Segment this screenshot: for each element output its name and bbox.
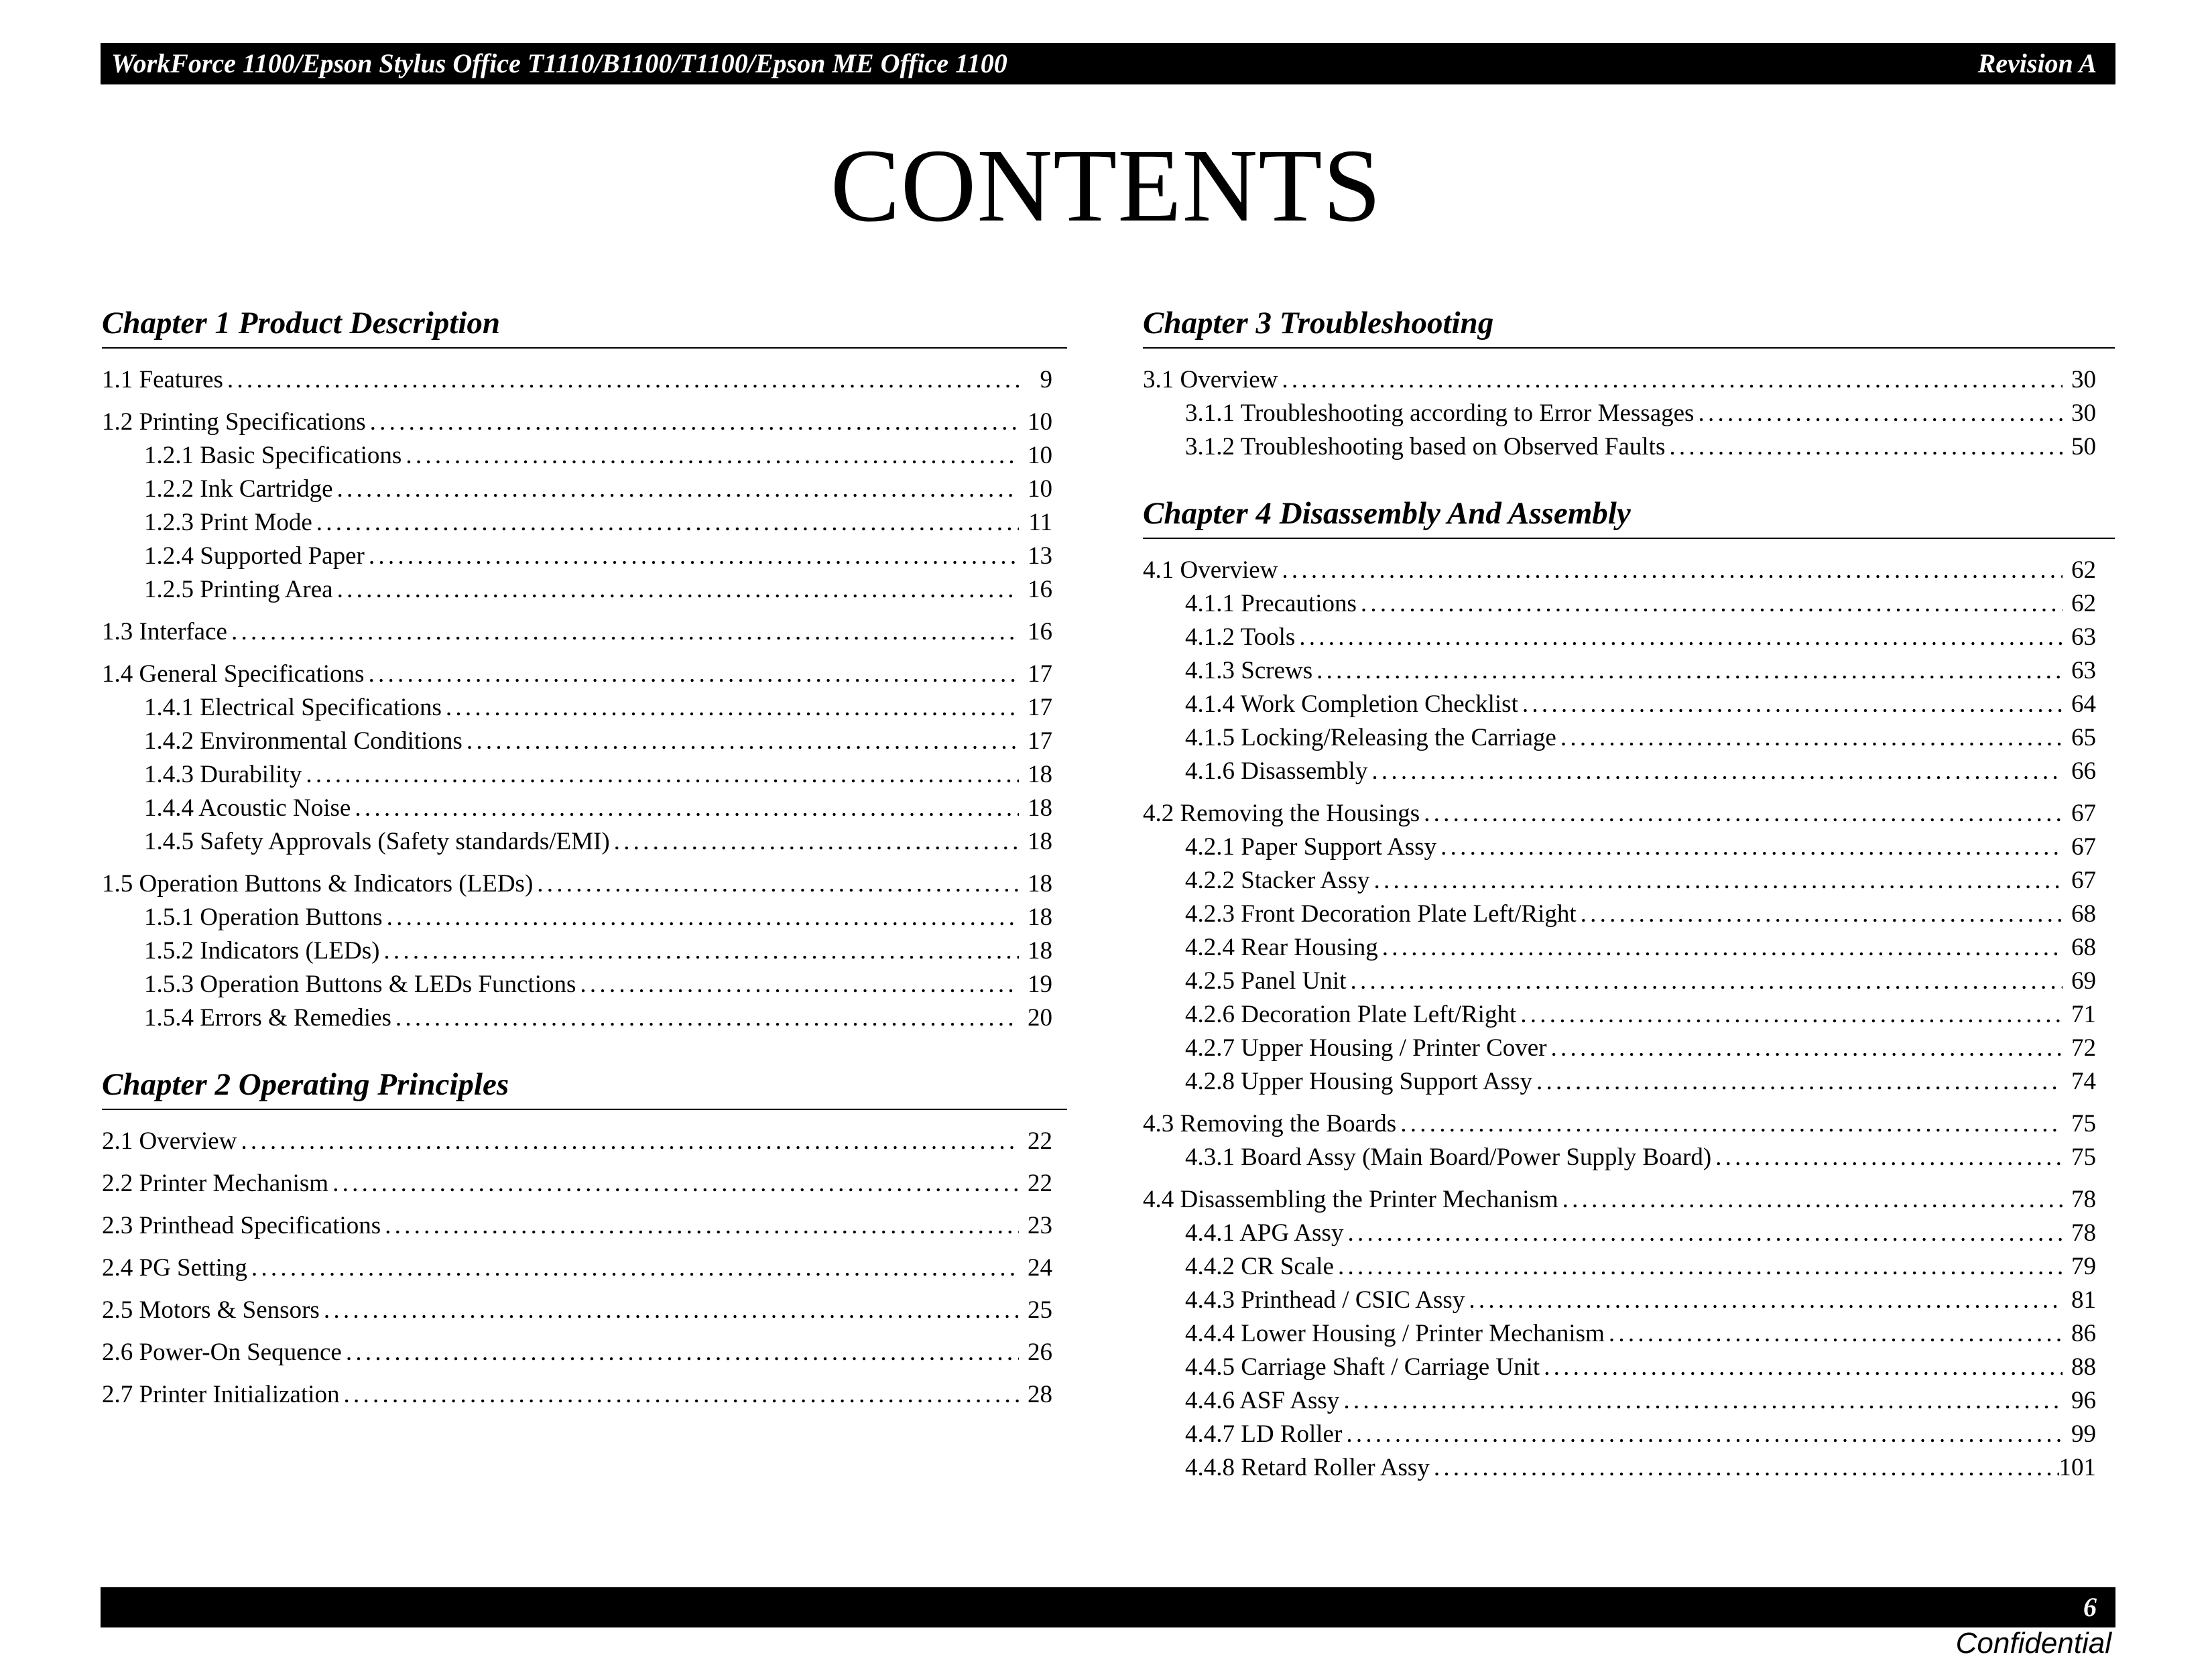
toc-entry-label: 4.2.8 Upper Housing Support Assy (1185, 1068, 1533, 1095)
header-bar (101, 43, 2115, 84)
toc-entry-label: 4.1 Overview (1143, 556, 1278, 584)
chapter-entries (102, 349, 1067, 1035)
toc-entry-page: 16 (1028, 618, 1052, 645)
toc-entry-label: 4.3 Removing the Boards (1143, 1110, 1397, 1137)
toc-entry-page: 20 (1028, 1004, 1052, 1032)
dot-leader (302, 758, 1019, 792)
dot-leader (342, 1336, 1019, 1369)
toc-entry-page: 96 (2071, 1387, 2096, 1414)
toc-subsection-entry[interactable] (1143, 1384, 2115, 1418)
toc-entry-label: 4.1.1 Precautions (1185, 590, 1357, 617)
footer-bar (101, 1587, 2115, 1627)
dot-leader (1694, 397, 2063, 430)
toc-entry-page: 26 (1028, 1339, 1052, 1366)
dot-leader (383, 901, 1019, 934)
dot-leader (1342, 1418, 2063, 1451)
toc-subsection-entry[interactable] (1143, 1065, 2115, 1099)
toc-entry-label: 4.2.2 Stacker Assy (1185, 867, 1370, 894)
toc-section-entry[interactable] (1143, 554, 2115, 587)
toc-entry-label: 1.5 Operation Buttons & Indicators (LEDs) (102, 870, 534, 898)
dot-leader (1420, 797, 2063, 830)
toc-subsection-entry[interactable] (102, 473, 1067, 506)
toc-section-group (102, 1251, 1067, 1285)
dot-leader (610, 825, 1019, 859)
toc-entry-page: 24 (1028, 1254, 1052, 1282)
dot-leader (227, 615, 1019, 649)
toc-subsection-entry[interactable] (102, 1001, 1067, 1035)
toc-chapter (1143, 493, 2115, 1485)
chapter-heading[interactable]: Chapter 4 Disassembly And Assembly (1143, 493, 2115, 539)
page-number: 6 (2083, 1592, 2097, 1622)
dot-leader (1396, 1107, 2063, 1141)
toc-entry-label: 1.5.4 Errors & Remedies (144, 1004, 391, 1032)
toc-entry-label: 4.4.4 Lower Housing / Printer Mechanism (1185, 1320, 1605, 1347)
dot-leader (351, 792, 1019, 825)
toc-subsection-entry[interactable] (1143, 621, 2115, 654)
toc-subsection-entry[interactable] (102, 573, 1067, 607)
dot-leader (1518, 688, 2063, 721)
toc-entry-page: 75 (2071, 1110, 2096, 1137)
toc-section-entry[interactable] (1143, 1183, 2115, 1217)
dot-leader (1577, 898, 2063, 931)
dot-leader (1278, 363, 2063, 397)
toc-entry-label: 1.4.3 Durability (144, 761, 302, 788)
toc-entry-label: 4.4.2 CR Scale (1185, 1253, 1334, 1280)
toc-entry-label: 4.4.3 Printhead / CSIC Assy (1185, 1286, 1465, 1314)
toc-entry-page: 17 (1028, 727, 1052, 755)
toc-subsection-entry[interactable] (1143, 898, 2115, 931)
toc-section-entry[interactable] (102, 363, 1067, 397)
toc-entry-page: 64 (2071, 690, 2096, 718)
toc-entry-label: 4.4.8 Retard Roller Assy (1185, 1454, 1430, 1481)
toc-entry-label: 4.4.1 APG Assy (1185, 1219, 1344, 1247)
dot-leader (1532, 1065, 2063, 1099)
dot-leader (333, 473, 1019, 506)
toc-subsection-entry[interactable] (102, 540, 1067, 573)
toc-entry-label: 4.2.6 Decoration Plate Left/Right (1185, 1001, 1517, 1028)
toc-entry-label: 4.4.5 Carriage Shaft / Carriage Unit (1185, 1353, 1540, 1381)
toc-section-group (102, 658, 1067, 859)
dot-leader (312, 506, 1019, 540)
toc-entry-page: 67 (2071, 867, 2096, 894)
dot-leader (463, 725, 1019, 758)
toc-subsection-entry[interactable] (1143, 998, 2115, 1032)
toc-entry-label: 4.4.7 LD Roller (1185, 1420, 1343, 1448)
toc-entry-page: 18 (1028, 761, 1052, 788)
toc-chapter (102, 303, 1067, 1035)
toc-entry-page: 81 (2071, 1286, 2096, 1314)
toc-section-entry[interactable] (1143, 797, 2115, 830)
toc-subsection-entry[interactable] (102, 825, 1067, 859)
toc-section-entry[interactable] (102, 615, 1067, 649)
toc-section-group (102, 363, 1067, 397)
toc-subsection-entry[interactable] (1143, 654, 2115, 688)
toc-section-entry[interactable] (102, 1251, 1067, 1285)
toc-section-entry[interactable] (102, 1167, 1067, 1200)
toc-entry-page: 50 (2071, 433, 2096, 460)
toc-entry-page: 62 (2071, 556, 2096, 584)
toc-entry-page: 18 (1028, 794, 1052, 822)
toc-section-group (102, 1167, 1067, 1200)
toc-entry-page: 67 (2071, 800, 2096, 827)
toc-entry-page: 18 (1028, 937, 1052, 965)
toc-right-column (1143, 303, 2115, 1485)
toc-section-group (102, 1294, 1067, 1327)
toc-subsection-entry[interactable] (1143, 587, 2115, 621)
toc-section-entry[interactable] (102, 1294, 1067, 1327)
toc-entry-label: 1.5.2 Indicators (LEDs) (144, 937, 380, 965)
dot-leader (1540, 1351, 2063, 1384)
toc-entry-page: 75 (2071, 1144, 2096, 1171)
toc-entry-page: 66 (2071, 757, 2096, 785)
toc-entry-page: 63 (2071, 657, 2096, 684)
toc-entry-label: 2.4 PG Setting (102, 1254, 247, 1282)
toc-entry-label: 1.5.1 Operation Buttons (144, 904, 383, 931)
toc-entry-page: 68 (2071, 934, 2096, 961)
toc-entry-page: 88 (2071, 1353, 2096, 1381)
toc-section-group (102, 1336, 1067, 1369)
toc-subsection-entry[interactable] (102, 934, 1067, 968)
toc-entry-page: 10 (1028, 408, 1052, 436)
dot-leader (1516, 998, 2063, 1032)
toc-subsection-entry[interactable] (1143, 1284, 2115, 1317)
toc-subsection-entry[interactable] (1143, 397, 2115, 430)
toc-subsection-entry[interactable] (1143, 1317, 2115, 1351)
chapter-heading[interactable]: Chapter 2 Operating Principles (102, 1064, 1067, 1110)
dot-leader (1547, 1032, 2063, 1065)
toc-entry-label: 1.1 Features (102, 366, 223, 393)
chapter-entries (102, 1110, 1067, 1412)
toc-section-entry[interactable] (1143, 363, 2115, 397)
toc-entry-page: 78 (2071, 1186, 2096, 1213)
toc-entry-page: 10 (1028, 442, 1052, 469)
toc-entry-label: 1.2.2 Ink Cartridge (144, 475, 333, 503)
toc-entry-page: 71 (2071, 1001, 2096, 1028)
toc-subsection-entry[interactable] (1143, 864, 2115, 898)
toc-section-entry[interactable] (102, 1378, 1067, 1412)
dot-leader (237, 1125, 1019, 1158)
toc-entry-page: 79 (2071, 1253, 2096, 1280)
toc-entry-page: 22 (1028, 1127, 1052, 1155)
toc-section-entry[interactable] (102, 1125, 1067, 1158)
toc-entry-label: 4.2.5 Panel Unit (1185, 967, 1347, 995)
toc-subsection-entry[interactable] (102, 439, 1067, 473)
toc-entry-page: 65 (2071, 724, 2096, 751)
toc-entry-page: 67 (2071, 833, 2096, 861)
toc-section-group (102, 1209, 1067, 1243)
revision-label: Revision A (1977, 48, 2097, 78)
toc-subsection-entry[interactable] (102, 691, 1067, 725)
dot-leader (533, 867, 1019, 901)
toc-chapter (1143, 303, 2115, 464)
dot-leader (1346, 965, 2063, 998)
dot-leader (1334, 1250, 2063, 1284)
dot-leader (365, 540, 1019, 573)
dot-leader (379, 934, 1019, 968)
toc-entry-label: 4.2.1 Paper Support Assy (1185, 833, 1437, 861)
toc-entry-page: 18 (1028, 828, 1052, 855)
toc-subsection-entry[interactable] (1143, 1418, 2115, 1451)
dot-leader (247, 1251, 1019, 1285)
toc-entry-label: 4.1.6 Disassembly (1185, 757, 1368, 785)
dot-leader (1278, 554, 2063, 587)
toc-entry-label: 4.1.3 Screws (1185, 657, 1313, 684)
toc-entry-label: 1.4 General Specifications (102, 660, 365, 688)
toc-subsection-entry[interactable] (1143, 755, 2115, 788)
page-title: CONTENTS (830, 127, 1382, 243)
toc-entry-label: 4.2.3 Front Decoration Plate Left/Right (1185, 900, 1577, 928)
toc-entry-page: 22 (1028, 1170, 1052, 1197)
toc-entry-label: 4.1.5 Locking/Releasing the Carriage (1185, 724, 1556, 751)
dot-leader (402, 439, 1019, 473)
dot-leader (1430, 1451, 2059, 1485)
dot-leader (391, 1001, 1019, 1035)
toc-subsection-entry[interactable] (1143, 1351, 2115, 1384)
toc-entry-page: 78 (2071, 1219, 2096, 1247)
toc-entry-page: 13 (1028, 542, 1052, 570)
toc-entry-page: 63 (2071, 623, 2096, 651)
toc-section-group (102, 406, 1067, 607)
toc-entry-page: 18 (1028, 870, 1052, 898)
dot-leader (366, 406, 1019, 439)
dot-leader (223, 363, 1019, 397)
toc-entry-page: 25 (1028, 1296, 1052, 1324)
chapter-heading[interactable]: Chapter 3 Troubleshooting (1143, 303, 2115, 349)
toc-entry-label: 1.3 Interface (102, 618, 227, 645)
toc-entry-page: 99 (2071, 1420, 2096, 1448)
chapter-heading[interactable]: Chapter 1 Product Description (102, 303, 1067, 349)
toc-entry-label: 4.2 Removing the Housings (1143, 800, 1420, 827)
toc-entry-page: 28 (1028, 1381, 1052, 1408)
toc-subsection-entry[interactable] (1143, 1141, 2115, 1174)
toc-subsection-entry[interactable] (1143, 830, 2115, 864)
toc-section-group (102, 1378, 1067, 1412)
toc-entry-label: 4.4.6 ASF Assy (1185, 1387, 1340, 1414)
toc-section-group (1143, 797, 2115, 1099)
toc-section-group (1143, 1107, 2115, 1174)
toc-entry-page: 11 (1028, 509, 1052, 536)
toc-entry-page: 101 (2059, 1454, 2096, 1481)
toc-entry-label: 1.2.3 Print Mode (144, 509, 312, 536)
dot-leader (1665, 430, 2063, 464)
toc-entry-label: 4.1.2 Tools (1185, 623, 1296, 651)
dot-leader (320, 1294, 1019, 1327)
toc-subsection-entry[interactable] (1143, 430, 2115, 464)
toc-subsection-entry[interactable] (1143, 931, 2115, 965)
toc-entry-page: 16 (1028, 576, 1052, 603)
toc-entry-page: 9 (1040, 366, 1052, 393)
chapter-entries (1143, 349, 2115, 464)
toc-entry-page: 86 (2071, 1320, 2096, 1347)
toc-entry-page: 30 (2071, 366, 2096, 393)
dot-leader (1436, 830, 2063, 864)
dot-leader (1605, 1317, 2063, 1351)
toc-entry-page: 74 (2071, 1068, 2096, 1095)
toc-section-group (102, 867, 1067, 1035)
toc-entry-label: 2.1 Overview (102, 1127, 237, 1155)
toc-subsection-entry[interactable] (102, 792, 1067, 825)
toc-entry-page: 19 (1028, 971, 1052, 998)
toc-section-group (1143, 1183, 2115, 1485)
toc-entry-label: 1.2 Printing Specifications (102, 408, 366, 436)
toc-entry-page: 18 (1028, 904, 1052, 931)
chapter-entries (1143, 539, 2115, 1485)
dot-leader (442, 691, 1019, 725)
toc-section-entry[interactable] (1143, 1107, 2115, 1141)
toc-left-column (102, 303, 1067, 1412)
toc-entry-page: 62 (2071, 590, 2096, 617)
toc-subsection-entry[interactable] (102, 901, 1067, 934)
toc-entry-page: 23 (1028, 1212, 1052, 1239)
dot-leader (333, 573, 1019, 607)
dot-leader (576, 968, 1019, 1001)
toc-entry-page: 68 (2071, 900, 2096, 928)
toc-chapter (102, 1064, 1067, 1412)
toc-entry-label: 2.7 Printer Initialization (102, 1381, 340, 1408)
toc-subsection-entry[interactable] (1143, 1217, 2115, 1250)
toc-entry-label: 1.4.2 Environmental Conditions (144, 727, 463, 755)
dot-leader (340, 1378, 1020, 1412)
dot-leader (1378, 931, 2063, 965)
document-title: WorkForce 1100/Epson Stylus Office T1110/B1100/T1100/Epson ME Office 1100 (111, 48, 1007, 78)
toc-subsection-entry[interactable] (102, 758, 1067, 792)
toc-entry-label: 1.2.4 Supported Paper (144, 542, 365, 570)
confidential-label: Confidential (1955, 1627, 2111, 1660)
dot-leader (381, 1209, 1019, 1243)
dot-leader (1711, 1141, 2063, 1174)
dot-leader (1357, 587, 2063, 621)
dot-leader (1556, 721, 2063, 755)
toc-subsection-entry[interactable] (1143, 1451, 2115, 1485)
toc-entry-label: 1.2.1 Basic Specifications (144, 442, 402, 469)
toc-section-group (1143, 554, 2115, 788)
dot-leader (1369, 864, 2063, 898)
toc-entry-label: 2.5 Motors & Sensors (102, 1296, 320, 1324)
dot-leader (1367, 755, 2063, 788)
toc-entry-page: 30 (2071, 399, 2096, 427)
toc-entry-label: 1.4.4 Acoustic Noise (144, 794, 351, 822)
toc-entry-page: 10 (1028, 475, 1052, 503)
dot-leader (328, 1167, 1019, 1200)
toc-section-group (102, 615, 1067, 649)
toc-entry-page: 17 (1028, 694, 1052, 721)
toc-entry-label: 4.2.4 Rear Housing (1185, 934, 1378, 961)
toc-subsection-entry[interactable] (102, 506, 1067, 540)
toc-section-entry[interactable] (102, 1336, 1067, 1369)
toc-subsection-entry[interactable] (1143, 965, 2115, 998)
toc-subsection-entry[interactable] (1143, 721, 2115, 755)
toc-entry-label: 1.4.1 Electrical Specifications (144, 694, 442, 721)
toc-section-entry[interactable] (102, 867, 1067, 901)
toc-entry-label: 3.1 Overview (1143, 366, 1278, 393)
toc-entry-label: 4.3.1 Board Assy (Main Board/Power Supply Board) (1185, 1144, 1712, 1171)
toc-entry-label: 2.3 Printhead Specifications (102, 1212, 381, 1239)
toc-section-group (1143, 363, 2115, 464)
toc-section-group (102, 1125, 1067, 1158)
toc-entry-page: 72 (2071, 1034, 2096, 1062)
toc-subsection-entry[interactable] (102, 968, 1067, 1001)
toc-entry-label: 1.2.5 Printing Area (144, 576, 333, 603)
dot-leader (1558, 1183, 2063, 1217)
dot-leader (1312, 654, 2063, 688)
toc-subsection-entry[interactable] (102, 725, 1067, 758)
toc-subsection-entry[interactable] (1143, 1250, 2115, 1284)
toc-entry-page: 69 (2071, 967, 2096, 995)
dot-leader (1295, 621, 2063, 654)
dot-leader (1339, 1384, 2063, 1418)
dot-leader (1343, 1217, 2063, 1250)
dot-leader (364, 658, 1019, 691)
toc-entry-label: 3.1.2 Troubleshooting based on Observed Faults (1185, 433, 1666, 460)
toc-subsection-entry[interactable] (1143, 1032, 2115, 1065)
toc-entry-label: 1.4.5 Safety Approvals (Safety standards/EMI) (144, 828, 610, 855)
toc-entry-label: 2.2 Printer Mechanism (102, 1170, 329, 1197)
toc-subsection-entry[interactable] (1143, 688, 2115, 721)
toc-section-entry[interactable] (102, 658, 1067, 691)
toc-entry-label: 2.6 Power-On Sequence (102, 1339, 342, 1366)
toc-section-entry[interactable] (102, 406, 1067, 439)
toc-entry-page: 17 (1028, 660, 1052, 688)
toc-section-entry[interactable] (102, 1209, 1067, 1243)
toc-entry-label: 4.4 Disassembling the Printer Mechanism (1143, 1186, 1558, 1213)
toc-entry-label: 4.1.4 Work Completion Checklist (1185, 690, 1518, 718)
toc-entry-label: 4.2.7 Upper Housing / Printer Cover (1185, 1034, 1547, 1062)
toc-entry-label: 1.5.3 Operation Buttons & LEDs Functions (144, 971, 576, 998)
toc-entry-label: 3.1.1 Troubleshooting according to Error Messages (1185, 399, 1695, 427)
dot-leader (1465, 1284, 2063, 1317)
